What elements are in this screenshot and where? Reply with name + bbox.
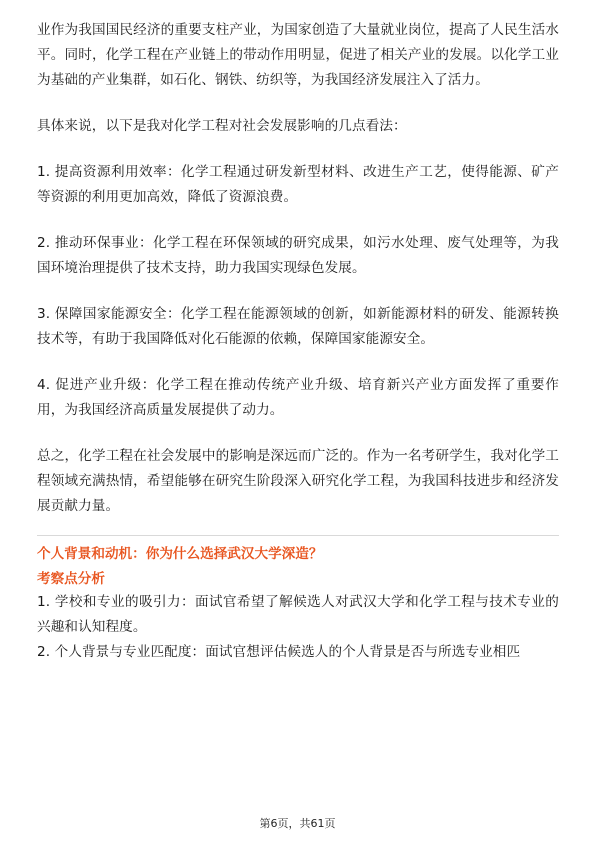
list-item-energy-security: 3. 保障国家能源安全：化学工程在能源领域的创新，如新能源材料的研发、能源转换技术等，有助于我国降低对化石能源的依赖，保障国家能源安全。 <box>37 306 559 347</box>
analysis-item-school-appeal: 1. 学校和专业的吸引力：面试官希望了解候选人对武汉大学和化学工程与技术专业的兴趣和认知程度。 <box>37 594 559 635</box>
paragraph-conclusion: 总之，化学工程在社会发展中的影响是深远而广泛的。作为一名考研学生，我对化学工程领域充满热情，希望能够在研究生阶段深入研究化学工程，为我国科技进步和经济发展贡献力量。 <box>37 448 559 514</box>
list-item-industry-upgrade: 4. 促进产业升级：化学工程在推动传统产业升级、培育新兴产业方面发挥了重要作用，为我国经济高质量发展提供了动力。 <box>37 377 559 418</box>
analysis-item-background-match: 2. 个人背景与专业匹配度：面试官想评估候选人的个人背景是否与所选专业相匹 <box>37 644 521 660</box>
paragraph-economic-impact: 业作为我国国民经济的重要支柱产业，为国家创造了大量就业岗位，提高了人民生活水平。同时，化学工程在产业链上的带动作用明显，促进了相关产业的发展。以化学工业为基础的产业集群，如石化、钢铁、纺织等，为我国经济发展注入了活力。 <box>37 22 559 88</box>
list-item-environmental: 2. 推动环保事业：化学工程在环保领域的研究成果，如污水处理、废气处理等，为我国环境治理提供了技术支持，助力我国实现绿色发展。 <box>37 235 559 276</box>
list-item-resource-efficiency: 1. 提高资源利用效率：化学工程通过研发新型材料、改进生产工艺，使得能源、矿产等资源的利用更加高效，降低了资源浪费。 <box>37 164 559 205</box>
section-subhead: 考察点分析 <box>37 571 105 587</box>
section-divider <box>37 535 559 536</box>
paragraph-intro-views: 具体来说，以下是我对化学工程对社会发展影响的几点看法： <box>37 118 407 134</box>
section-title: 个人背景和动机：你为什么选择武汉大学深造？ <box>37 546 323 562</box>
document-body <box>37 18 559 665</box>
page-number: 第6页，共61页 <box>259 817 336 830</box>
